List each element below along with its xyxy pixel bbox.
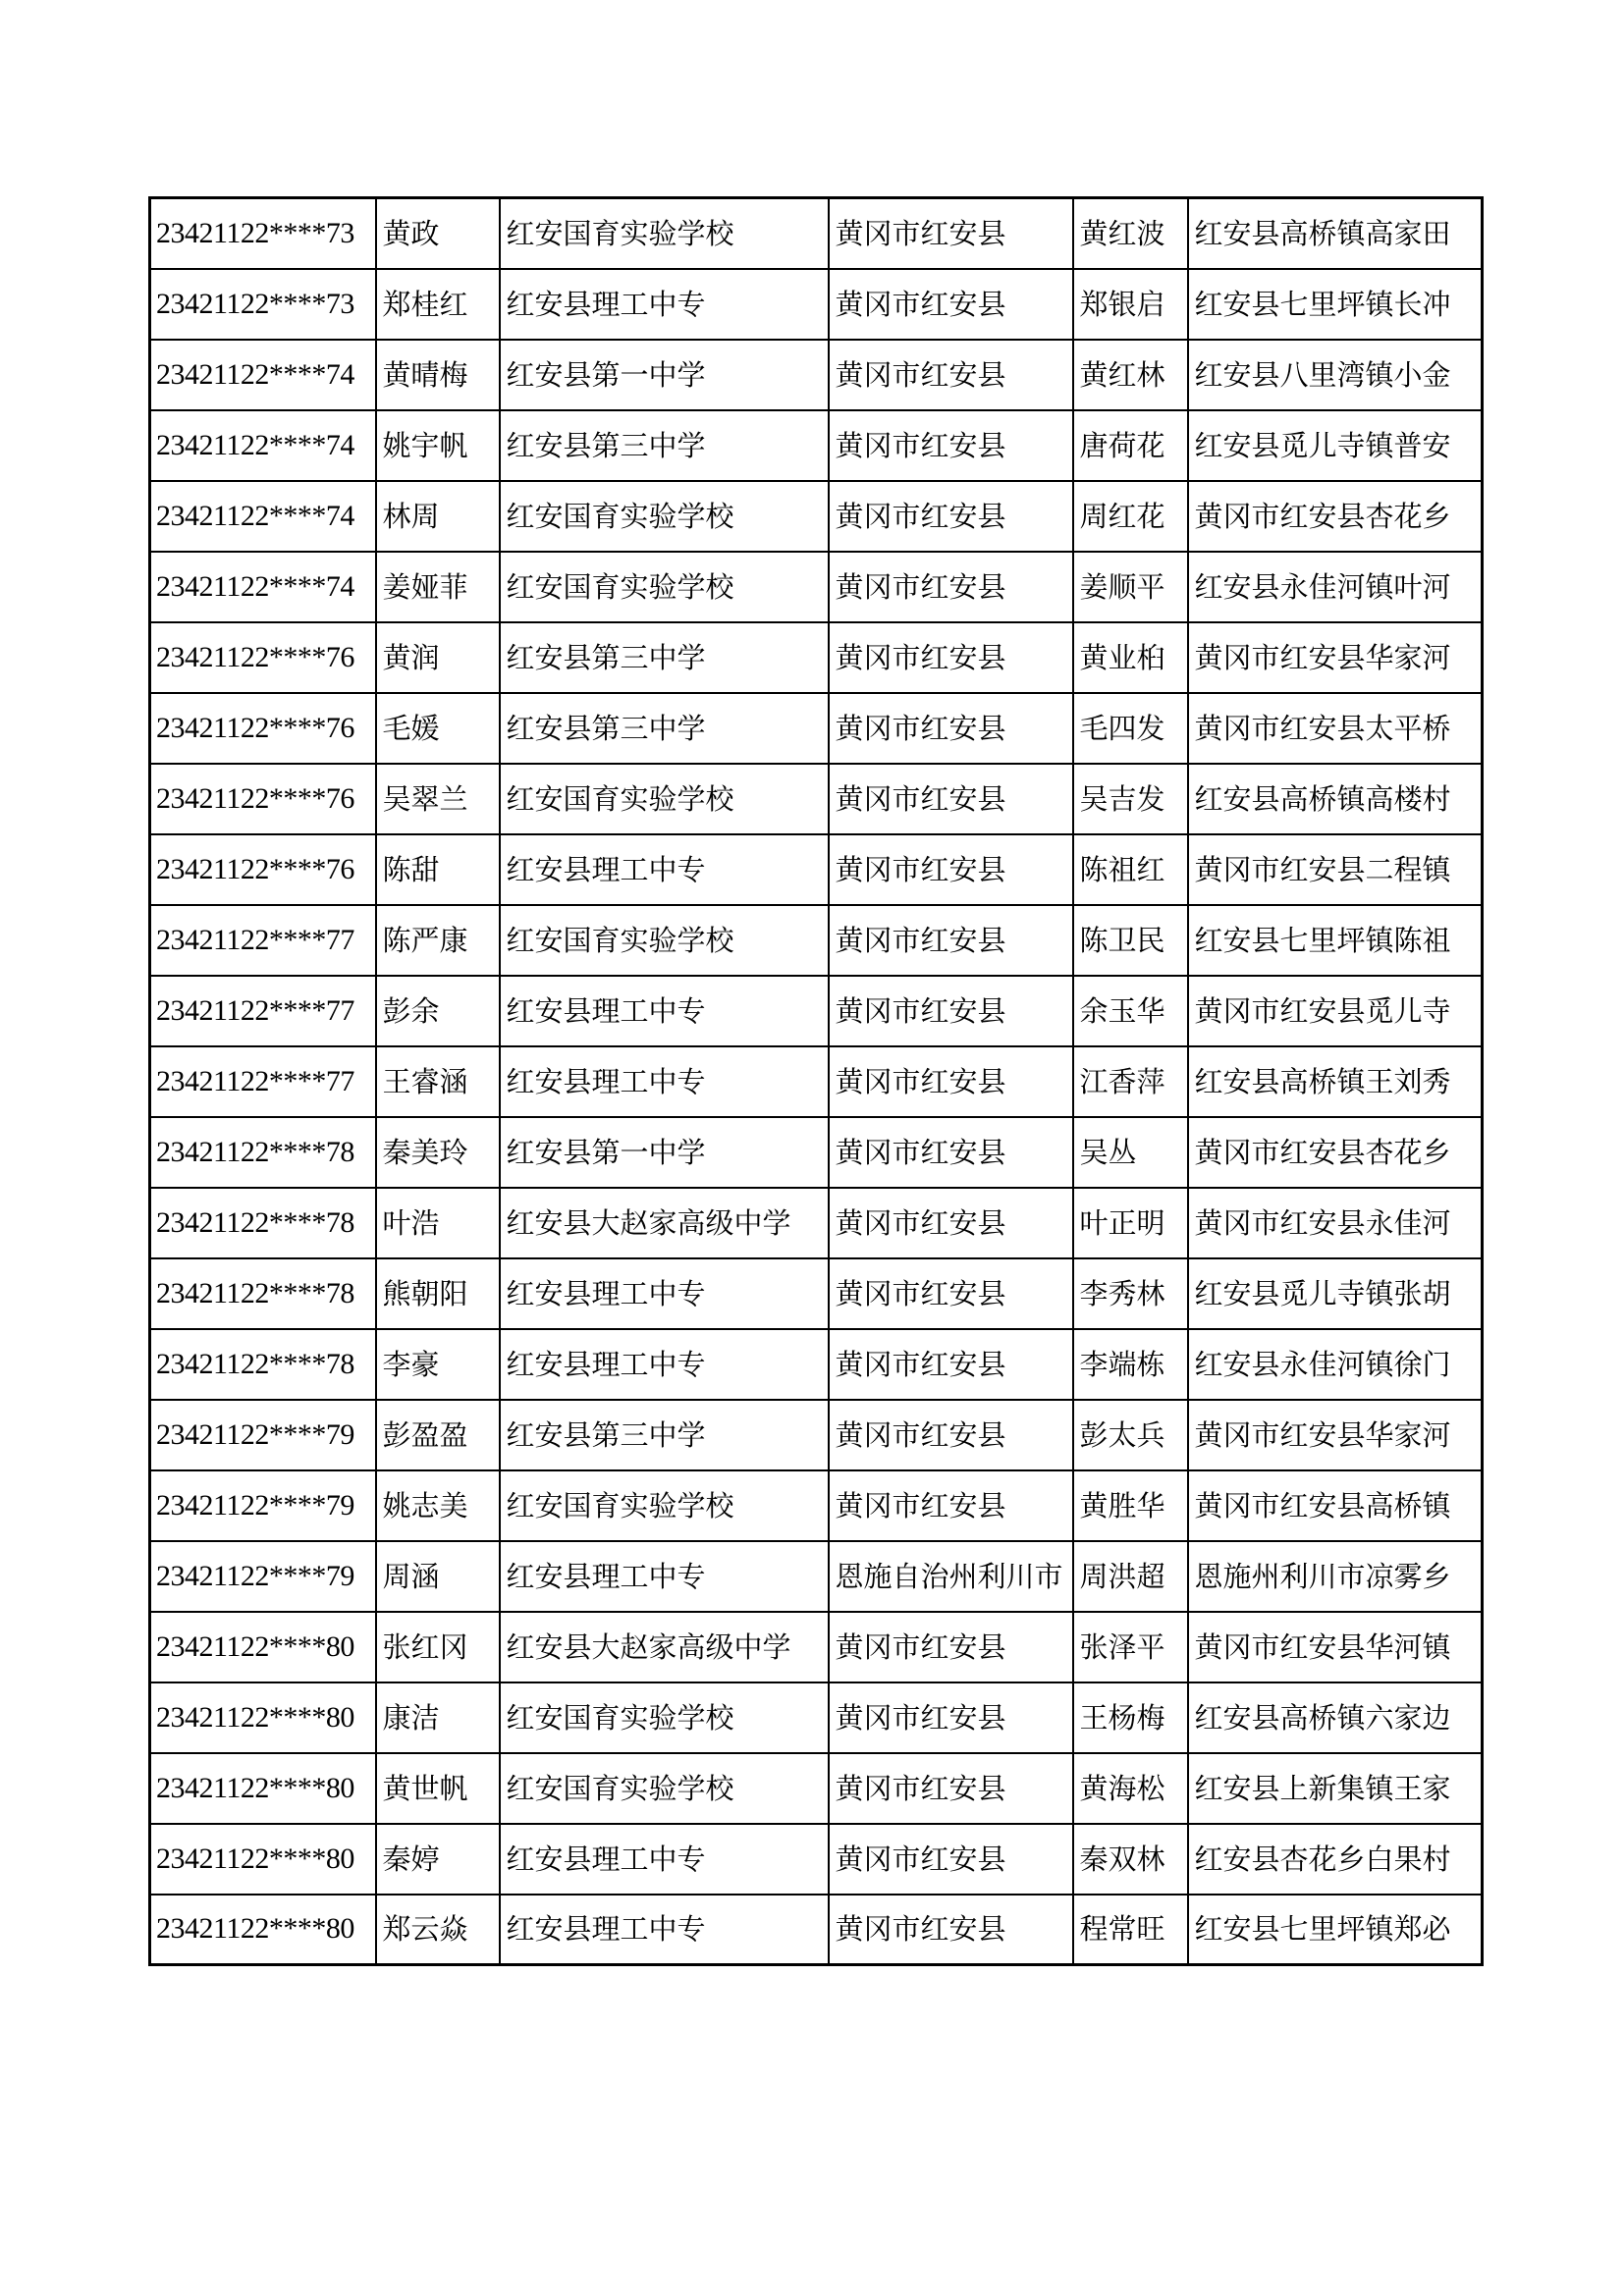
- table-row: [150, 1400, 1483, 1470]
- id-number-cell: 23421122****77: [150, 905, 376, 976]
- guardian-name-cell: 周洪超: [1073, 1541, 1188, 1612]
- city-cell: 黄冈市红安县: [829, 1117, 1073, 1188]
- guardian-name-cell: 吴吉发: [1073, 764, 1188, 834]
- city-cell: 黄冈市红安县: [829, 1046, 1073, 1117]
- id-number-cell: 23421122****74: [150, 410, 376, 481]
- student-name-cell: 彭盈盈: [376, 1400, 500, 1470]
- address-cell: 红安县七里坪镇郑必: [1188, 1895, 1483, 1965]
- student-name-cell: 黄润: [376, 622, 500, 693]
- address-cell: 红安县觅儿寺镇普安: [1188, 410, 1483, 481]
- id-number-cell: 23421122****78: [150, 1329, 376, 1400]
- address-cell: 红安县高桥镇高家田: [1188, 198, 1483, 269]
- table-row: [150, 976, 1483, 1046]
- guardian-name-cell: 黄业桕: [1073, 622, 1188, 693]
- guardian-name-cell: 黄红波: [1073, 198, 1188, 269]
- table-row: [150, 1753, 1483, 1824]
- guardian-name-cell: 余玉华: [1073, 976, 1188, 1046]
- school-cell: 红安国育实验学校: [500, 1470, 829, 1541]
- school-cell: 红安国育实验学校: [500, 1753, 829, 1824]
- student-name-cell: 张红冈: [376, 1612, 500, 1682]
- school-cell: 红安国育实验学校: [500, 1682, 829, 1753]
- school-cell: 红安国育实验学校: [500, 481, 829, 552]
- city-cell: 黄冈市红安县: [829, 976, 1073, 1046]
- school-cell: 红安县第三中学: [500, 622, 829, 693]
- table-row: [150, 1188, 1483, 1258]
- id-number-cell: 23421122****77: [150, 976, 376, 1046]
- address-cell: 红安县八里湾镇小金: [1188, 340, 1483, 410]
- id-number-cell: 23421122****80: [150, 1682, 376, 1753]
- table-row: [150, 198, 1483, 269]
- student-name-cell: 姜娅菲: [376, 552, 500, 622]
- school-cell: 红安国育实验学校: [500, 552, 829, 622]
- guardian-name-cell: 姜顺平: [1073, 552, 1188, 622]
- school-cell: 红安县理工中专: [500, 976, 829, 1046]
- guardian-name-cell: 黄胜华: [1073, 1470, 1188, 1541]
- student-name-cell: 王睿涵: [376, 1046, 500, 1117]
- city-cell: 黄冈市红安县: [829, 198, 1073, 269]
- table-row: [150, 481, 1483, 552]
- city-cell: 黄冈市红安县: [829, 1470, 1073, 1541]
- address-cell: 黄冈市红安县二程镇: [1188, 834, 1483, 905]
- address-cell: 红安县永佳河镇叶河: [1188, 552, 1483, 622]
- school-cell: 红安县理工中专: [500, 1541, 829, 1612]
- address-cell: 黄冈市红安县杏花乡: [1188, 1117, 1483, 1188]
- school-cell: 红安县理工中专: [500, 1258, 829, 1329]
- id-number-cell: 23421122****80: [150, 1824, 376, 1895]
- id-number-cell: 23421122****80: [150, 1895, 376, 1965]
- school-cell: 红安县第一中学: [500, 1117, 829, 1188]
- table-row: [150, 1824, 1483, 1895]
- address-cell: 红安县杏花乡白果村: [1188, 1824, 1483, 1895]
- city-cell: 黄冈市红安县: [829, 552, 1073, 622]
- student-name-cell: 黄晴梅: [376, 340, 500, 410]
- guardian-name-cell: 叶正明: [1073, 1188, 1188, 1258]
- table-row: [150, 1117, 1483, 1188]
- id-number-cell: 23421122****78: [150, 1188, 376, 1258]
- student-name-cell: 陈严康: [376, 905, 500, 976]
- guardian-name-cell: 李秀林: [1073, 1258, 1188, 1329]
- student-name-cell: 郑桂红: [376, 269, 500, 340]
- id-number-cell: 23421122****73: [150, 198, 376, 269]
- school-cell: 红安县理工中专: [500, 269, 829, 340]
- address-cell: 红安县高桥镇王刘秀: [1188, 1046, 1483, 1117]
- id-number-cell: 23421122****74: [150, 552, 376, 622]
- table-row: [150, 1329, 1483, 1400]
- school-cell: 红安县理工中专: [500, 1895, 829, 1965]
- guardian-name-cell: 陈卫民: [1073, 905, 1188, 976]
- guardian-name-cell: 郑银启: [1073, 269, 1188, 340]
- student-name-cell: 毛媛: [376, 693, 500, 764]
- id-number-cell: 23421122****76: [150, 834, 376, 905]
- roster-table-body: [150, 198, 1483, 1965]
- guardian-name-cell: 江香萍: [1073, 1046, 1188, 1117]
- address-cell: 黄冈市红安县华河镇: [1188, 1612, 1483, 1682]
- address-cell: 恩施州利川市凉雾乡: [1188, 1541, 1483, 1612]
- address-cell: 红安县高桥镇六家边: [1188, 1682, 1483, 1753]
- guardian-name-cell: 彭太兵: [1073, 1400, 1188, 1470]
- school-cell: 红安县第三中学: [500, 410, 829, 481]
- address-cell: 黄冈市红安县太平桥: [1188, 693, 1483, 764]
- guardian-name-cell: 王杨梅: [1073, 1682, 1188, 1753]
- city-cell: 黄冈市红安县: [829, 693, 1073, 764]
- city-cell: 黄冈市红安县: [829, 410, 1073, 481]
- student-name-cell: 秦婷: [376, 1824, 500, 1895]
- table-row: [150, 1470, 1483, 1541]
- school-cell: 红安县理工中专: [500, 834, 829, 905]
- table-row: [150, 1682, 1483, 1753]
- address-cell: 黄冈市红安县华家河: [1188, 622, 1483, 693]
- school-cell: 红安县大赵家高级中学: [500, 1612, 829, 1682]
- id-number-cell: 23421122****80: [150, 1612, 376, 1682]
- roster-table: [148, 196, 1484, 1966]
- student-name-cell: 姚宇帆: [376, 410, 500, 481]
- school-cell: 红安国育实验学校: [500, 198, 829, 269]
- table-row: [150, 1046, 1483, 1117]
- guardian-name-cell: 程常旺: [1073, 1895, 1188, 1965]
- student-name-cell: 黄世帆: [376, 1753, 500, 1824]
- city-cell: 黄冈市红安县: [829, 340, 1073, 410]
- school-cell: 红安县理工中专: [500, 1824, 829, 1895]
- table-row: [150, 552, 1483, 622]
- id-number-cell: 23421122****78: [150, 1117, 376, 1188]
- city-cell: 黄冈市红安县: [829, 1824, 1073, 1895]
- school-cell: 红安县第三中学: [500, 693, 829, 764]
- guardian-name-cell: 毛四发: [1073, 693, 1188, 764]
- table-row: [150, 764, 1483, 834]
- id-number-cell: 23421122****79: [150, 1470, 376, 1541]
- school-cell: 红安县大赵家高级中学: [500, 1188, 829, 1258]
- student-name-cell: 姚志美: [376, 1470, 500, 1541]
- id-number-cell: 23421122****79: [150, 1400, 376, 1470]
- school-cell: 红安县第三中学: [500, 1400, 829, 1470]
- address-cell: 红安县上新集镇王家: [1188, 1753, 1483, 1824]
- city-cell: 黄冈市红安县: [829, 834, 1073, 905]
- address-cell: 红安县高桥镇高楼村: [1188, 764, 1483, 834]
- city-cell: 黄冈市红安县: [829, 764, 1073, 834]
- address-cell: 黄冈市红安县高桥镇: [1188, 1470, 1483, 1541]
- guardian-name-cell: 吴丛: [1073, 1117, 1188, 1188]
- city-cell: 黄冈市红安县: [829, 905, 1073, 976]
- student-name-cell: 林周: [376, 481, 500, 552]
- student-name-cell: 黄政: [376, 198, 500, 269]
- table-row: [150, 1612, 1483, 1682]
- table-row: [150, 340, 1483, 410]
- city-cell: 黄冈市红安县: [829, 481, 1073, 552]
- city-cell: 黄冈市红安县: [829, 622, 1073, 693]
- student-name-cell: 郑云焱: [376, 1895, 500, 1965]
- guardian-name-cell: 张泽平: [1073, 1612, 1188, 1682]
- student-name-cell: 陈甜: [376, 834, 500, 905]
- id-number-cell: 23421122****76: [150, 622, 376, 693]
- student-name-cell: 彭余: [376, 976, 500, 1046]
- address-cell: 黄冈市红安县华家河: [1188, 1400, 1483, 1470]
- school-cell: 红安国育实验学校: [500, 764, 829, 834]
- table-row: [150, 622, 1483, 693]
- student-name-cell: 康洁: [376, 1682, 500, 1753]
- guardian-name-cell: 唐荷花: [1073, 410, 1188, 481]
- address-cell: 红安县觅儿寺镇张胡: [1188, 1258, 1483, 1329]
- id-number-cell: 23421122****76: [150, 764, 376, 834]
- id-number-cell: 23421122****74: [150, 340, 376, 410]
- table-row: [150, 1258, 1483, 1329]
- address-cell: 黄冈市红安县永佳河: [1188, 1188, 1483, 1258]
- guardian-name-cell: 秦双林: [1073, 1824, 1188, 1895]
- student-name-cell: 李豪: [376, 1329, 500, 1400]
- city-cell: 黄冈市红安县: [829, 1895, 1073, 1965]
- table-row: [150, 269, 1483, 340]
- city-cell: 黄冈市红安县: [829, 269, 1073, 340]
- id-number-cell: 23421122****74: [150, 481, 376, 552]
- school-cell: 红安县理工中专: [500, 1329, 829, 1400]
- table-row: [150, 1895, 1483, 1965]
- student-name-cell: 吴翠兰: [376, 764, 500, 834]
- school-cell: 红安县理工中专: [500, 1046, 829, 1117]
- id-number-cell: 23421122****80: [150, 1753, 376, 1824]
- student-name-cell: 秦美玲: [376, 1117, 500, 1188]
- guardian-name-cell: 黄海松: [1073, 1753, 1188, 1824]
- city-cell: 黄冈市红安县: [829, 1612, 1073, 1682]
- id-number-cell: 23421122****79: [150, 1541, 376, 1612]
- city-cell: 黄冈市红安县: [829, 1753, 1073, 1824]
- id-number-cell: 23421122****77: [150, 1046, 376, 1117]
- guardian-name-cell: 陈祖红: [1073, 834, 1188, 905]
- address-cell: 黄冈市红安县觅儿寺: [1188, 976, 1483, 1046]
- table-row: [150, 1541, 1483, 1612]
- guardian-name-cell: 黄红林: [1073, 340, 1188, 410]
- city-cell: 恩施自治州利川市: [829, 1541, 1073, 1612]
- table-row: [150, 834, 1483, 905]
- city-cell: 黄冈市红安县: [829, 1258, 1073, 1329]
- student-name-cell: 周涵: [376, 1541, 500, 1612]
- guardian-name-cell: 周红花: [1073, 481, 1188, 552]
- id-number-cell: 23421122****73: [150, 269, 376, 340]
- city-cell: 黄冈市红安县: [829, 1188, 1073, 1258]
- address-cell: 红安县七里坪镇长冲: [1188, 269, 1483, 340]
- city-cell: 黄冈市红安县: [829, 1400, 1073, 1470]
- city-cell: 黄冈市红安县: [829, 1329, 1073, 1400]
- address-cell: 红安县永佳河镇徐门: [1188, 1329, 1483, 1400]
- id-number-cell: 23421122****76: [150, 693, 376, 764]
- student-name-cell: 叶浩: [376, 1188, 500, 1258]
- student-name-cell: 熊朝阳: [376, 1258, 500, 1329]
- school-cell: 红安国育实验学校: [500, 905, 829, 976]
- school-cell: 红安县第一中学: [500, 340, 829, 410]
- address-cell: 黄冈市红安县杏花乡: [1188, 481, 1483, 552]
- guardian-name-cell: 李端栋: [1073, 1329, 1188, 1400]
- table-row: [150, 410, 1483, 481]
- address-cell: 红安县七里坪镇陈祖: [1188, 905, 1483, 976]
- city-cell: 黄冈市红安县: [829, 1682, 1073, 1753]
- id-number-cell: 23421122****78: [150, 1258, 376, 1329]
- table-row: [150, 693, 1483, 764]
- table-row: [150, 905, 1483, 976]
